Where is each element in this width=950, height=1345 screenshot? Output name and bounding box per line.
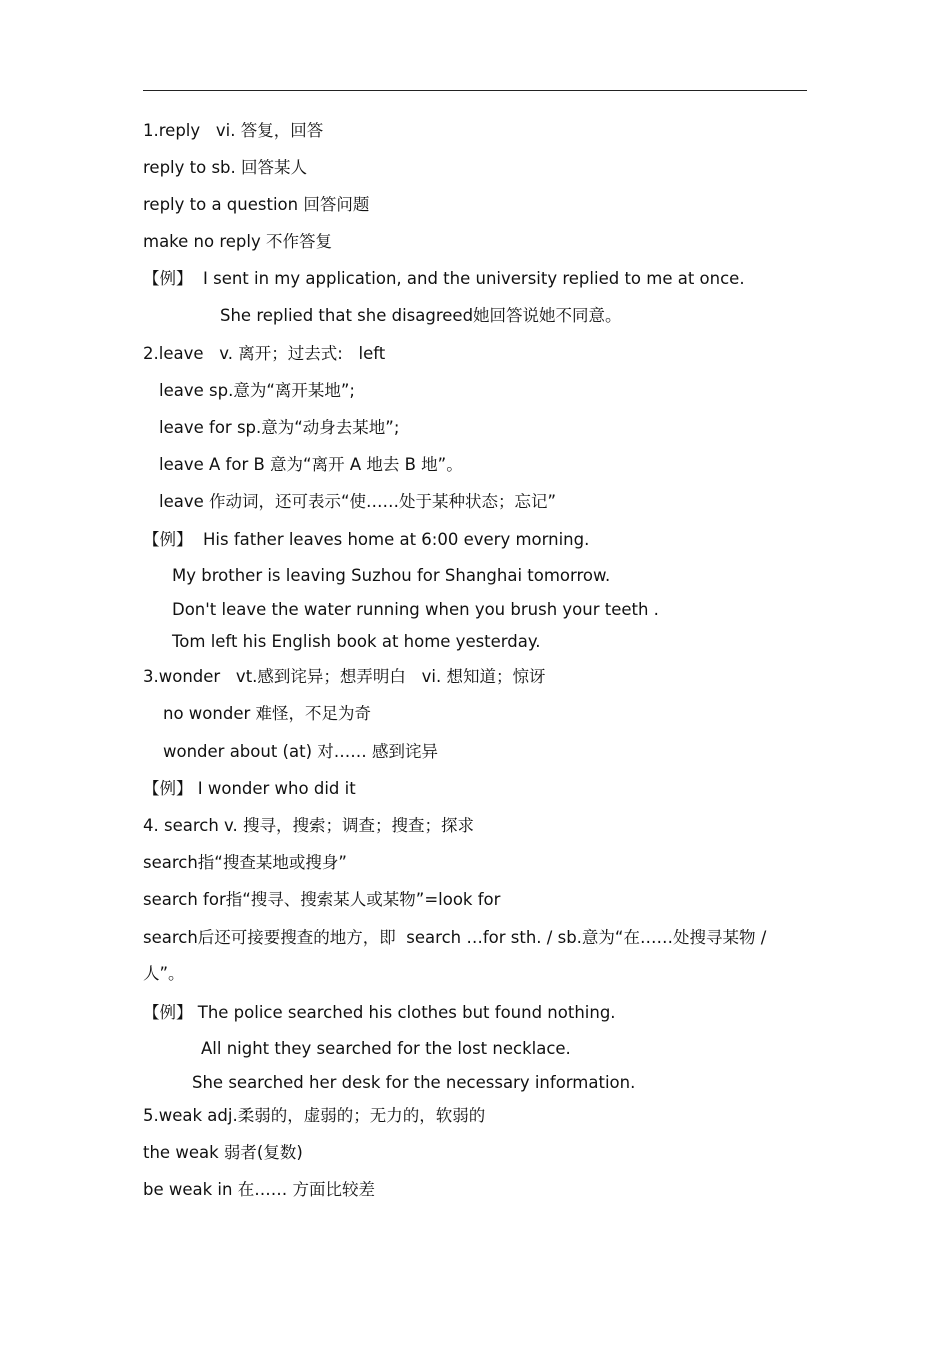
- example-line: My brother is leaving Suzhou for Shanghai tomorrow.: [172, 566, 611, 585]
- entry-heading-reply: 1.reply vi. 答复，回答: [143, 121, 324, 140]
- example-line: Tom left his English book at home yesterday.: [172, 632, 541, 651]
- example-line: 【例】 The police searched his clothes but found nothing.: [143, 1003, 616, 1022]
- phrase-line: search指“搜查某地或搜身”: [143, 853, 347, 872]
- phrase-line: search for指“搜寻、搜索某人或某物”=look for: [143, 890, 501, 909]
- header-rule: [143, 90, 807, 91]
- phrase-line: reply to a question 回答问题: [143, 195, 370, 214]
- phrase-line: make no reply 不作答复: [143, 232, 332, 251]
- example-line: 【例】 I wonder who did it: [143, 779, 356, 798]
- phrase-line: search后还可接要搜查的地方，即 search …for sth. / sb.意为“在……处搜寻某物 /: [143, 928, 767, 947]
- phrase-line: be weak in 在…… 方面比较差: [143, 1180, 375, 1199]
- example-line: 【例】 His father leaves home at 6:00 every morning.: [143, 530, 590, 549]
- example-line: She replied that she disagreed她回答说她不同意。: [220, 306, 622, 325]
- phrase-line: reply to sb. 回答某人: [143, 158, 308, 177]
- phrase-line: leave 作动词，还可表示“使……处于某种状态；忘记”: [159, 492, 557, 511]
- phrase-line: leave sp.意为“离开某地”;: [159, 381, 355, 400]
- entry-heading-weak: 5.weak adj.柔弱的，虚弱的；无力的，软弱的: [143, 1106, 486, 1125]
- entry-heading-search: 4. search v. 搜寻，搜索；调查；搜查；探求: [143, 816, 475, 835]
- phrase-line: wonder about (at) 对…… 感到诧异: [163, 742, 438, 761]
- example-line: Don't leave the water running when you brush your teeth .: [172, 600, 659, 619]
- phrase-line: 人”。: [143, 964, 185, 983]
- phrase-line: leave for sp.意为“动身去某地”;: [159, 418, 400, 437]
- entry-heading-leave: 2.leave v. 离开；过去式: left: [143, 344, 386, 363]
- entry-heading-wonder: 3.wonder vt.感到诧异；想弄明白 vi. 想知道；惊讶: [143, 667, 546, 686]
- example-line: She searched her desk for the necessary information.: [192, 1073, 636, 1092]
- example-line: All night they searched for the lost necklace.: [201, 1039, 571, 1058]
- phrase-line: the weak 弱者(复数): [143, 1143, 303, 1162]
- phrase-line: no wonder 难怪，不足为奇: [163, 704, 371, 723]
- example-line: 【例】 I sent in my application, and the university replied to me at once.: [143, 269, 745, 288]
- phrase-line: leave A for B 意为“离开 A 地去 B 地”。: [159, 455, 463, 474]
